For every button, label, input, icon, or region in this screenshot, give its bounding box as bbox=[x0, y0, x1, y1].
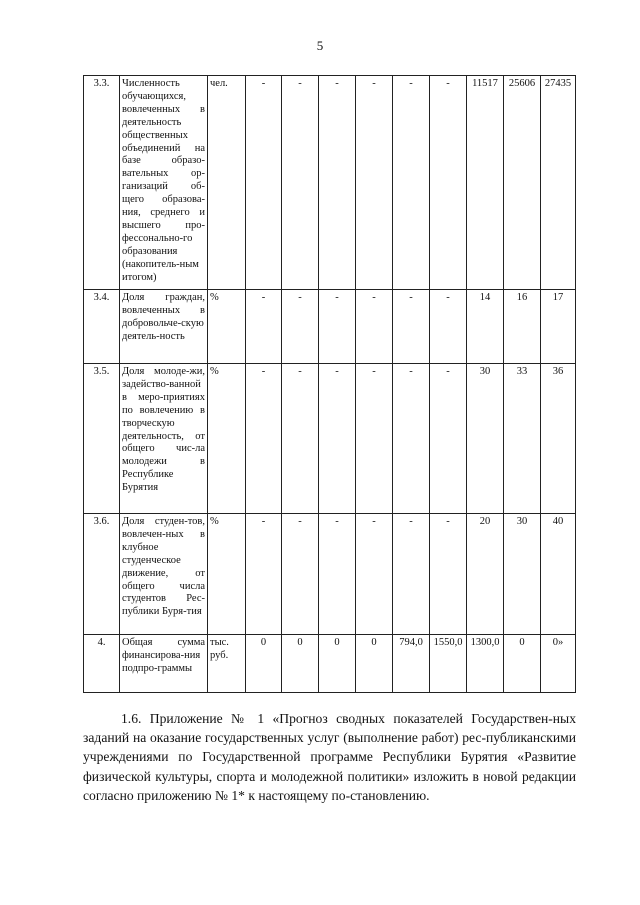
value-cell: 11517 bbox=[467, 76, 504, 290]
unit-cell: % bbox=[208, 364, 246, 514]
value-cell: 30 bbox=[467, 364, 504, 514]
unit-cell: % bbox=[208, 514, 246, 635]
value-cell: 0 bbox=[356, 635, 393, 693]
value-cell: 27435 bbox=[541, 76, 576, 290]
indicator-name: Доля молоде-жи, задейство-ванной в меро-приятиях по вовлечению в творческую деятельность, от общего чис-ла молодежи в Республике Бурятия bbox=[120, 364, 208, 514]
value-cell: 25606 bbox=[504, 76, 541, 290]
value-cell: 40 bbox=[541, 514, 576, 635]
table-body bbox=[84, 76, 576, 693]
value-cell: 30 bbox=[504, 514, 541, 635]
value-cell: - bbox=[282, 76, 319, 290]
value-cell: - bbox=[246, 290, 282, 364]
value-cell: - bbox=[430, 514, 467, 635]
value-cell: 0 bbox=[246, 635, 282, 693]
row-number: 4. bbox=[84, 635, 120, 693]
value-cell: - bbox=[282, 364, 319, 514]
value-cell: - bbox=[393, 290, 430, 364]
table-row bbox=[84, 76, 576, 290]
value-cell: - bbox=[246, 364, 282, 514]
value-cell: - bbox=[282, 290, 319, 364]
value-cell: 0 bbox=[319, 635, 356, 693]
value-cell: - bbox=[393, 364, 430, 514]
value-cell: - bbox=[393, 514, 430, 635]
unit-cell: тыс. руб. bbox=[208, 635, 246, 693]
value-cell: - bbox=[319, 364, 356, 514]
value-cell: 794,0 bbox=[393, 635, 430, 693]
page-number: 5 bbox=[316, 38, 324, 53]
table-row bbox=[84, 635, 576, 693]
row-number: 3.3. bbox=[84, 76, 120, 290]
value-cell: - bbox=[356, 76, 393, 290]
value-cell: 1550,0 bbox=[430, 635, 467, 693]
row-number: 3.6. bbox=[84, 514, 120, 635]
value-cell: - bbox=[356, 364, 393, 514]
indicator-name: Доля студен-тов, вовлечен-ных в клубное студенческое движение, от общего числа студентов Рес-публики Буря-тия bbox=[120, 514, 208, 635]
value-cell: 17 bbox=[541, 290, 576, 364]
value-cell: - bbox=[356, 514, 393, 635]
value-cell: - bbox=[319, 290, 356, 364]
value-cell: - bbox=[430, 290, 467, 364]
value-cell: 14 bbox=[467, 290, 504, 364]
value-cell: 33 bbox=[504, 364, 541, 514]
table-row bbox=[84, 364, 576, 514]
amendment-paragraph: 1.6. Приложение № 1 «Прогноз сводных показателей Государствен-ных заданий на оказание государственных услуг (выполнение работ) рес-публиканскими учреждениями по Государственной программе Республики Бурятия «Развитие физической культуры, спорта и молодежной политики» изложить в новой редакции согласно приложению № 1* к настоящему по-становлению. bbox=[83, 711, 576, 803]
table-row bbox=[84, 514, 576, 635]
value-cell: 0 bbox=[282, 635, 319, 693]
value-cell: - bbox=[430, 76, 467, 290]
value-cell: 20 bbox=[467, 514, 504, 635]
value-cell: 1300,0 bbox=[467, 635, 504, 693]
value-cell: - bbox=[246, 514, 282, 635]
value-cell: - bbox=[393, 76, 430, 290]
value-cell: - bbox=[319, 76, 356, 290]
indicator-name: Численность обучающихся, вовлеченных в деятельность общественных объединений на базе образо-вательных ор-ганизаций об-щего образова-ния, среднего и высшего про-фессонально-го образования (накопитель-ным итогом) bbox=[120, 76, 208, 290]
value-cell: 36 bbox=[541, 364, 576, 514]
indicator-name: Доля граждан, вовлеченных в добровольче-скую деятель-ность bbox=[120, 290, 208, 364]
value-cell: - bbox=[319, 514, 356, 635]
indicator-name: Общая сумма финансирова-ния подпро-граммы bbox=[120, 635, 208, 693]
value-cell: 0 bbox=[504, 635, 541, 693]
row-number: 3.4. bbox=[84, 290, 120, 364]
value-cell: 16 bbox=[504, 290, 541, 364]
indicators-table bbox=[83, 75, 576, 693]
unit-cell: чел. bbox=[208, 76, 246, 290]
value-cell: - bbox=[356, 290, 393, 364]
unit-cell: % bbox=[208, 290, 246, 364]
value-cell: - bbox=[430, 364, 467, 514]
row-number: 3.5. bbox=[84, 364, 120, 514]
value-cell: 0» bbox=[541, 635, 576, 693]
table-row bbox=[84, 290, 576, 364]
value-cell: - bbox=[282, 514, 319, 635]
value-cell: - bbox=[246, 76, 282, 290]
